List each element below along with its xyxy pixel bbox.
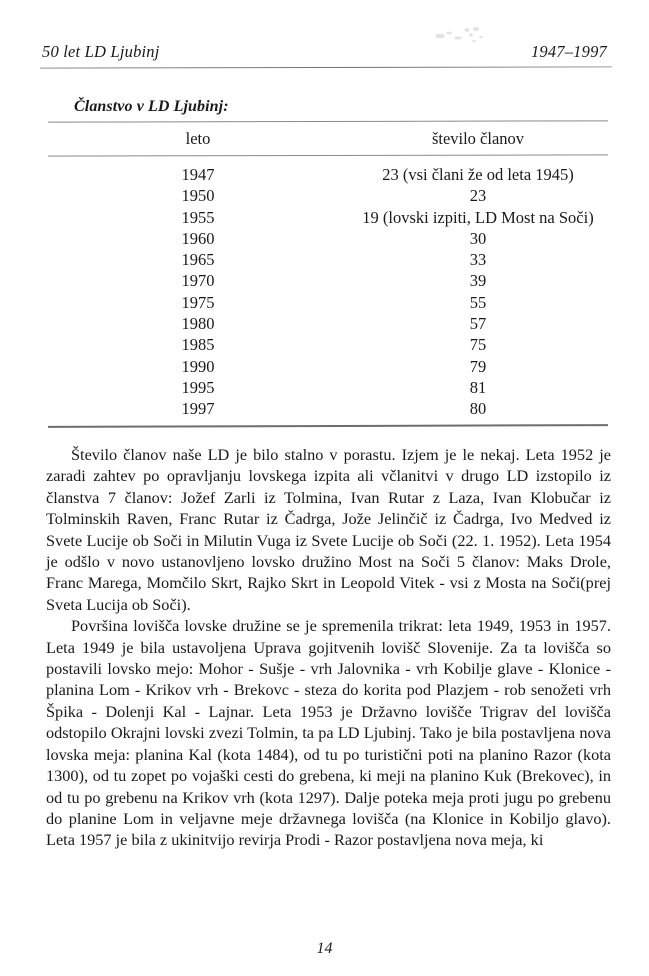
- cell-member-count: 55: [469, 292, 487, 312]
- paragraph-hunting-ground: Površina lovišča lovske družine se je spremenila trikrat: leta 1949, 1953 in 1957. Leta 1949 je bila ustavoljena Uprava gojitvenih lovišč Slovenije. Za ta lovišča so postavili lovsko mejo: Mohor - Sušje - vrh Jalovnika - vrh Kobilje glave - Klonice - planina Lom - Krikov vrh - Brekovc - steza do korita pod Plazjem - rob senožeti vrh Špika - Dolenji Kal - Lajnar. Leta 1953 je Državno lovišče Trigrav del lovišča odstopilo Okrajni lovski zvezi Tolmin, ta pa LD Ljubinj. Tako je bila postavljena nova lovska meja: planina Kal (kota 1484), od tu po turistični poti na planino Razor (kota 1300), od tu zopet po vojaški cesti do grebena, ki meji na planino Kuk (Brekovec), in od tu po grebenu na Krikov vrh (kota 1297). Dalje poteka meja proti jugu po grebenu do planine Lom in veljavne meje državnega lovišča (na Klonice in Kobiljo glavo). Leta 1957 je bila z ukinitvijo revirja Prodi - Razor postavljena nova meja, ki: [46, 616, 611, 850]
- cell-year: 1975: [181, 292, 215, 312]
- cell-year: 1947: [181, 165, 215, 184]
- cell-member-count: 39: [469, 271, 487, 291]
- body-text: [46, 444, 611, 851]
- cell-member-count: 81: [469, 377, 487, 397]
- cell-year: 1995: [181, 377, 215, 397]
- running-head: [40, 42, 609, 62]
- table-row: [48, 185, 608, 206]
- cell-member-count: 57: [469, 314, 487, 334]
- table-row: [48, 155, 608, 185]
- cell-member-count: 30: [469, 228, 487, 248]
- header-rule: [40, 66, 612, 68]
- cell-member-count: 79: [469, 356, 487, 376]
- cell-member-count: 19 (lovski izpiti, LD Most na Soči): [362, 207, 594, 227]
- cell-year: 1960: [181, 228, 215, 248]
- cell-member-count: 23 (vsi člani že od leta 1945): [382, 165, 574, 184]
- table-rule-top: [48, 120, 608, 122]
- table-rule-bottom: [48, 424, 608, 427]
- table-row: [48, 292, 608, 313]
- page-number: 14: [316, 940, 333, 957]
- cell-member-count: 33: [469, 250, 487, 270]
- table-row: [48, 270, 608, 291]
- cell-year: 1985: [181, 335, 215, 355]
- table-row: [48, 228, 608, 249]
- table-header-row: [48, 124, 608, 155]
- running-head-title: 50 let LD Ljubinj: [42, 42, 160, 61]
- cell-year: 1997: [181, 399, 215, 419]
- table-body: [48, 155, 608, 420]
- table-caption: Članstvo v LD Ljubinj:: [74, 98, 229, 115]
- column-header-member-count: število članov: [431, 128, 525, 148]
- cell-year: 1955: [181, 207, 215, 227]
- cell-year: 1990: [181, 356, 215, 376]
- cell-year: 1980: [181, 314, 215, 334]
- column-header-year: leto: [185, 128, 211, 148]
- cell-year: 1970: [181, 271, 215, 291]
- cell-year: 1965: [181, 250, 215, 270]
- table-row: [48, 249, 608, 270]
- table-row: [48, 207, 608, 228]
- table-row: [48, 334, 608, 355]
- cell-member-count: 23: [469, 186, 487, 206]
- cell-member-count: 80: [469, 399, 487, 419]
- paragraph-membership: Število članov naše LD je bilo stalno v porastu. Izjem je le nekaj. Leta 1952 je zaradi zahtev po opravljanju lovskega izpita ali včlanitvi v drugo LD izstopilo iz članstva 7 članov: Jožef Zarli iz Tolmina, Ivan Rutar z Laza, Ivan Klobučar iz Tolminskih Raven, Franc Rutar iz Čadrga, Jože Jelinčič iz Čadrga, Ivo Medved iz Svete Lucije ob Soči in Milutin Vuga iz Svete Lucije ob Soči (22. 1. 1952). Leta 1954 je odšlo v novo ustanovljeno lovsko družino Most na Soči 5 članov: Maks Drole, Franc Marega, Momčilo Skrt, Rajko Skrt in Leopold Vitek - vsi z Mosta na Soči(prej Sveta Lucija ob Soči).: [46, 445, 611, 614]
- table-row: [48, 398, 608, 419]
- running-head-years: 1947–1997: [530, 42, 607, 61]
- table-row: [48, 313, 608, 334]
- cell-year: 1950: [181, 186, 215, 206]
- table-row: [48, 356, 608, 377]
- membership-table: [48, 124, 608, 420]
- table-row: [48, 377, 608, 398]
- cell-member-count: 75: [469, 335, 487, 355]
